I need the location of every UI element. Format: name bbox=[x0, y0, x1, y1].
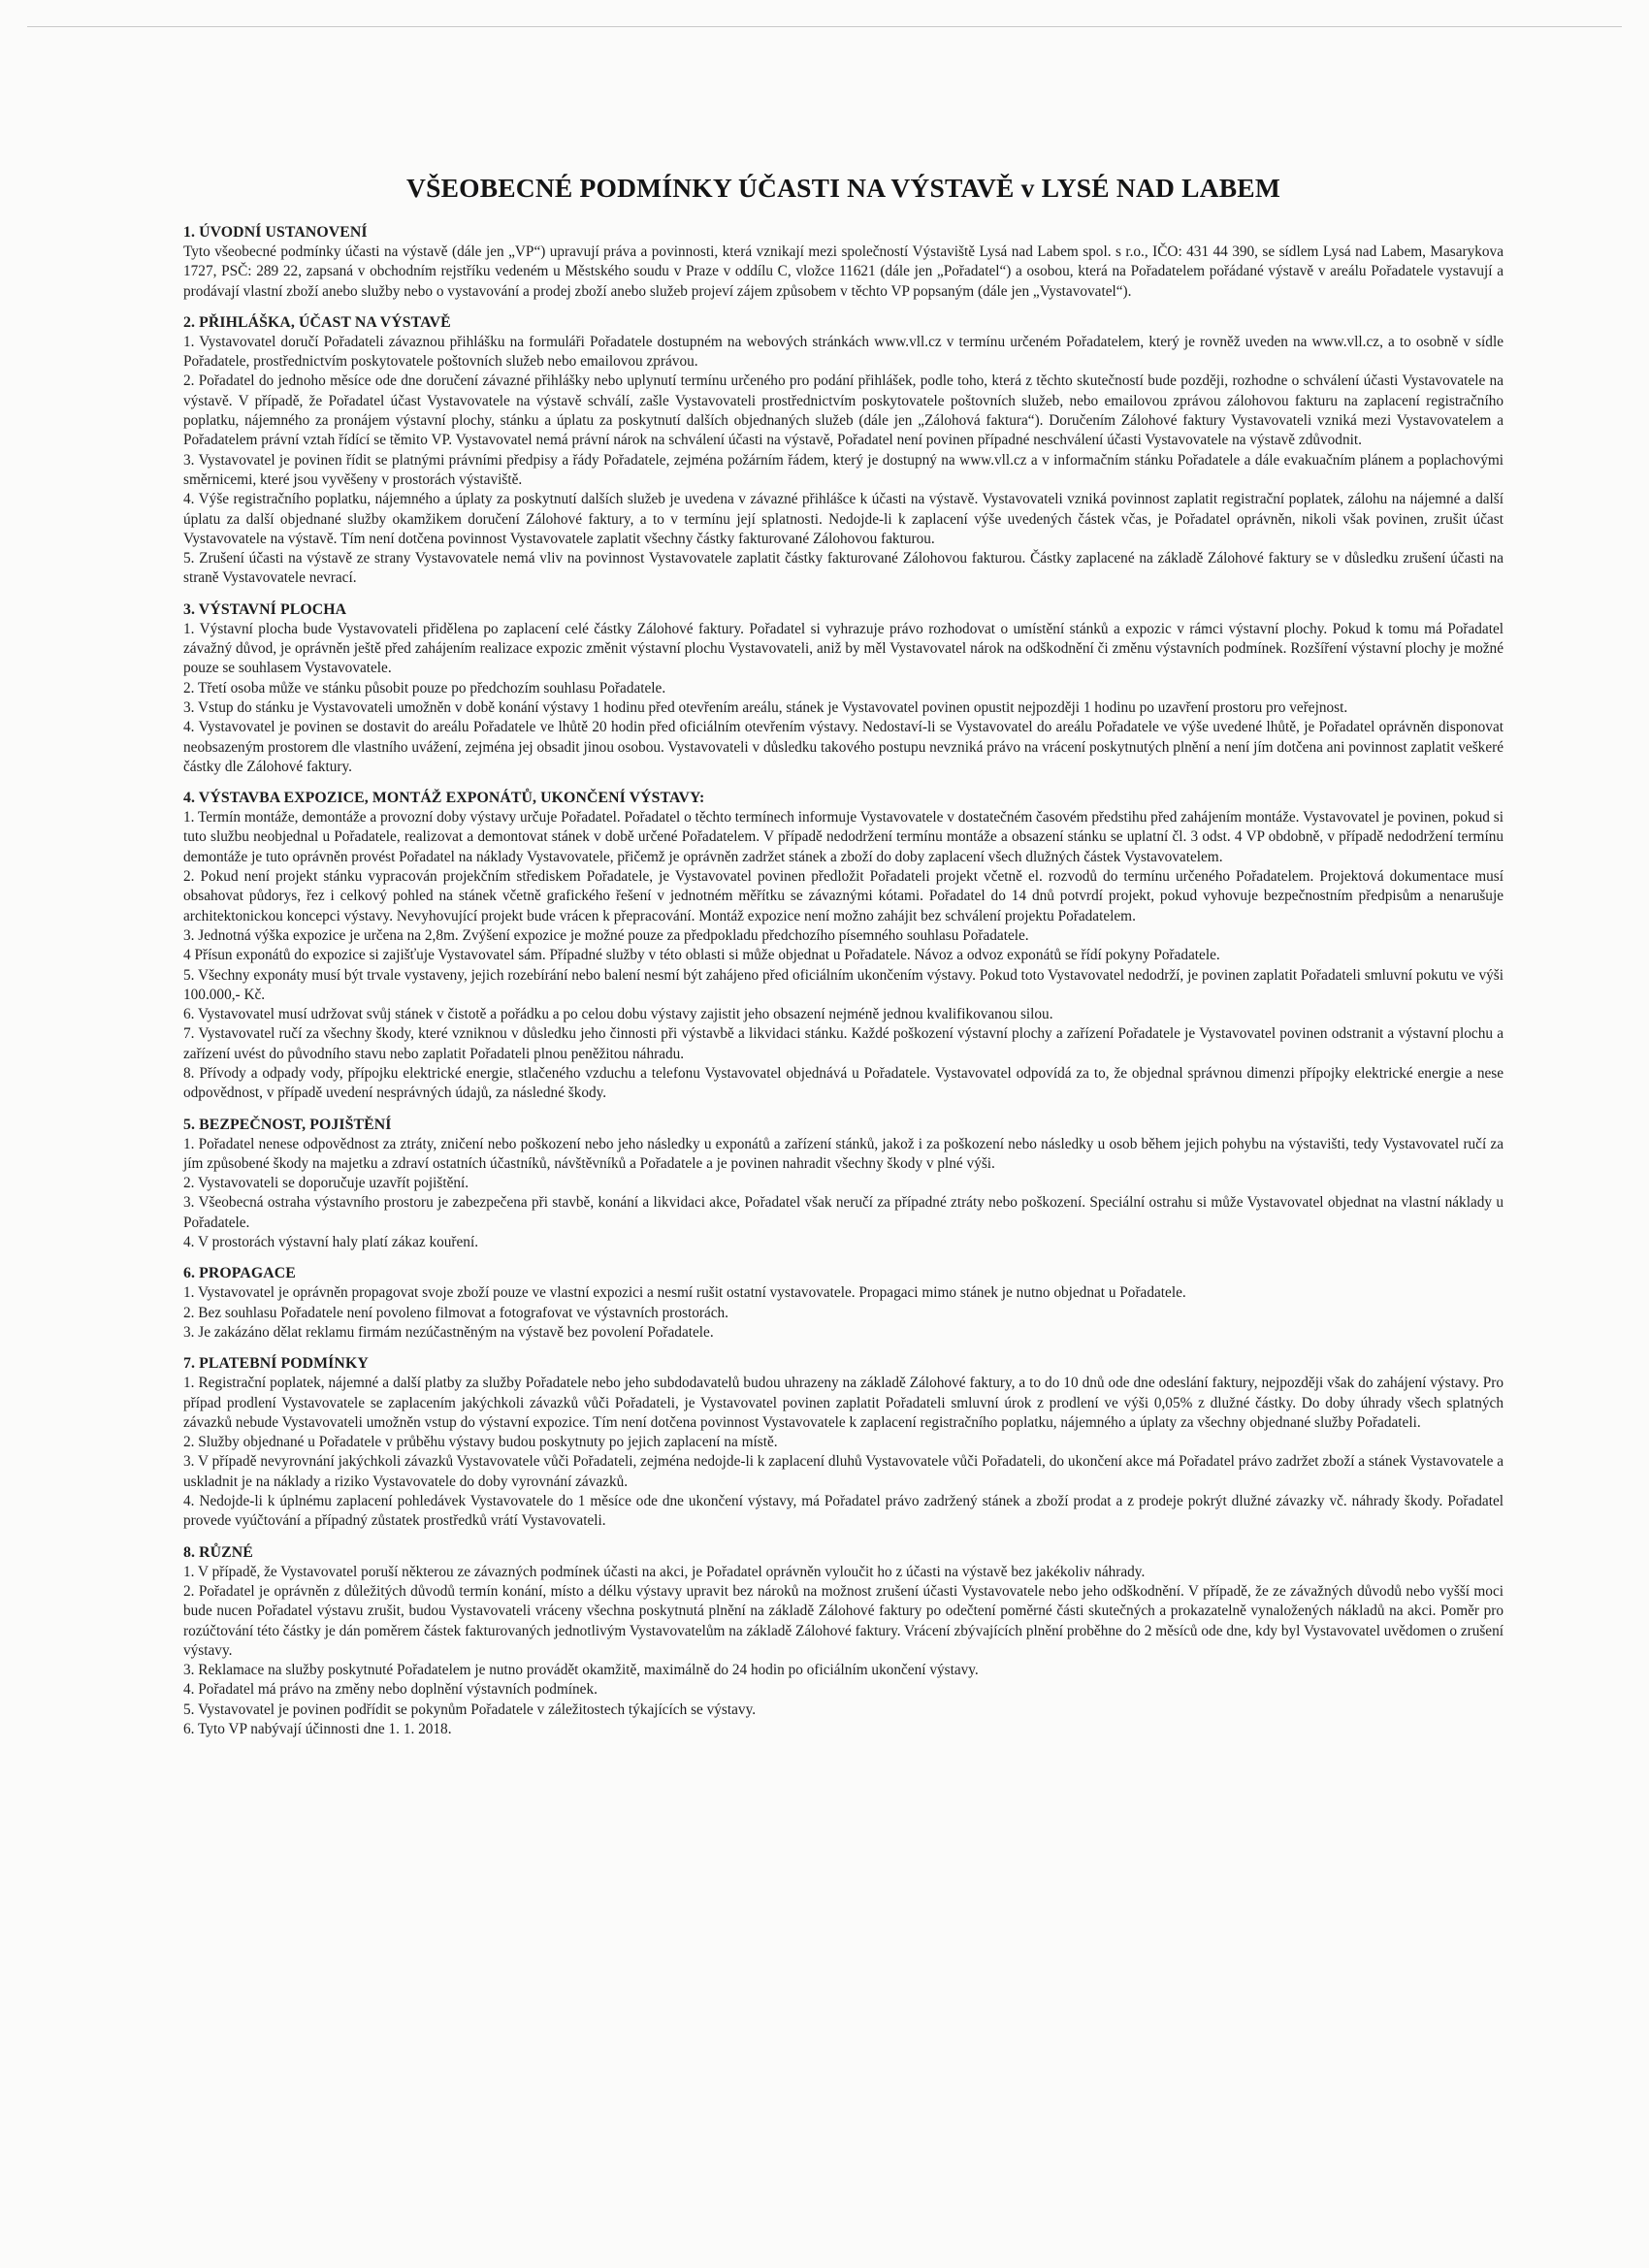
section-paragraph: Tyto všeobecné podmínky účasti na výstavě (dále jen „VP“) upravují práva a povinnosti, která vznikají mezi společností Výstaviště Lysá nad Labem spol. s r.o., IČO: 431 44 390, se sídlem Lysá nad Labem, Masarykova 1727, PSČ: 289 22, zapsaná v obchodním rejstříku vedeném u Městského soudu v Praze v oddílu C, vložce 11621 (dále jen „Pořadatel“) a osobou, která na Pořadatelem pořádané výstavě v areálu Pořadatele vystavují a prodávají vlastní zboží anebo služby nebo o vystavování a prodej zboží anebo služeb projeví zájem způsobem v těchto VP popsaným (dále jen „Vystavovatel“). bbox=[183, 243, 1504, 300]
section-paragraph: 4. V prostorách výstavní haly platí zákaz kouření. bbox=[183, 1234, 479, 1251]
sections-container bbox=[183, 223, 1504, 1739]
section-paragraph: 3. Vstup do stánku je Vystavovateli umožněn v době konání výstavy 1 hodinu před otevřením areálu, stánek je Vystavovatel povinen opustit nejpozději 1 hodinu po uzavření prostoru pro veřejnost. bbox=[183, 698, 1348, 716]
section-paragraph: 1. Registrační poplatek, nájemné a další platby za služby Pořadatele nebo jeho subdodavatelů budou uhrazeny na základě Zálohové faktury, a to do 10 dnů ode dne odeslání faktury, nejpozději však do zahájení výstavy. Pro případ prodlení Vystavovatele se zaplacením jakýchkoli závazků vůči Pořadateli, je Vystavovatel povinen zaplatit Pořadateli smluvní úrok z prodlení ve výši 0,05% z dlužné částky. Do doby úhrady všech splatných závazků nebude Vystavovateli umožněn vstup do výstavní expozice. Tím není dotčena povinnost Vystavovatele k zaplacení registračního poplatku, nájemného a úplaty za všechny objednané služby Pořadateli. bbox=[183, 1375, 1504, 1431]
section-paragraph: 6. Tyto VP nabývají účinnosti dne 1. 1. 2018. bbox=[183, 1721, 452, 1737]
section-5 bbox=[183, 1116, 1504, 1253]
section-heading: 5. BEZPEČNOST, POJIŠTĚNÍ bbox=[183, 1116, 392, 1133]
section-7 bbox=[183, 1354, 1504, 1531]
section-paragraph: 8. Přívody a odpady vody, přípojku elektrické energie, stlačeného vzduchu a telefonu Vystavovatel objednává u Pořadatele. Vystavovatel odpovídá za to, že objednal správnou dimenzi přípojky elektrické energie a nese odpovědnost, v případě uvedení nesprávných údajů, za následné škody. bbox=[183, 1064, 1504, 1102]
section-paragraph: 4. Výše registračního poplatku, nájemného a úplaty za poskytnutí dalších služeb je uvedena v závazné přihlášce k účasti na výstavě. Vystavovateli vzniká povinnost zaplatit registrační poplatek, zálohu na nájemné a další úplatu za další objednané služby okamžikem doručení Zálohové faktury, a to v termínu její splatnosti. Nedojde-li k zaplacení výše uvedených částek včas, je Pořadatel oprávněn, nikoli však povinen, zrušit účast Vystavovatele na výstavě. Tím není dotčena povinnost Vystavovatele zaplatit všechny částky fakturované Zálohovou fakturou. bbox=[183, 491, 1504, 547]
section-6 bbox=[183, 1264, 1504, 1343]
document-title: VŠEOBECNÉ PODMÍNKY ÚČASTI NA VÝSTAVĚ v LYSÉ NAD LABEM bbox=[406, 173, 1280, 203]
section-paragraph: 2. Třetí osoba může ve stánku působit pouze po předchozím souhlasu Pořadatele. bbox=[183, 679, 666, 697]
section-3 bbox=[183, 600, 1504, 777]
section-heading: 7. PLATEBNÍ PODMÍNKY bbox=[183, 1355, 369, 1373]
section-heading: 2. PŘIHLÁŠKA, ÚČAST NA VÝSTAVĚ bbox=[183, 313, 451, 331]
section-paragraph: 2. Bez souhlasu Pořadatele není povoleno filmovat a fotografovat ve výstavních prostorách. bbox=[183, 1304, 729, 1321]
section-paragraph: 3. Jednotná výška expozice je určena na 2,8m. Zvýšení expozice je možné pouze za předpokladu předchozího písemného souhlasu Pořadatele. bbox=[183, 926, 1029, 944]
section-paragraph: 5. Zrušení účasti na výstavě ze strany Vystavovatele nemá vliv na povinnost Vystavovatele zaplatit částky fakturované Zálohovou fakturou. Částky zaplacené na základě Zálohové faktury se v důsledku zrušení účasti na straně Vystavovatele nevrací. bbox=[183, 550, 1504, 587]
section-paragraph: 4. Vystavovatel je povinen se dostavit do areálu Pořadatele ve lhůtě 20 hodin před oficiálním otevřením výstavy. Nedostaví-li se Vystavovatel do areálu Pořadatele ve výše uvedené lhůtě, je Pořadatel oprávněn disponovat neobsazeným prostorem dle vlastního uvážení, zejména jej obsadit jinou osobou. Vystavovateli v důsledku takového postupu nevzniká právo na vrácení poskytnutých plnění a není jím dotčena ani povinnost zaplatit veškeré částky dle Zálohové faktury. bbox=[183, 719, 1504, 775]
section-paragraph: 1. Výstavní plocha bude Vystavovateli přidělena po zaplacení celé částky Zálohové faktury. Pořadatel si vyhrazuje právo rozhodovat o umístění stánků a expozic v rámci výstavní plochy. Pokud k tomu má Pořadatel závažný důvod, je oprávněn ještě před zahájením realizace expozic změnit výstavní plochu Vystavovateli, aniž by měl Vystavovatel nárok na odškodnění či změnu výstavních podmínek. Rozšíření výstavní plochy je možné pouze se souhlasem Vystavovatele. bbox=[183, 620, 1504, 677]
section-paragraph: 1. Termín montáže, demontáže a provozní doby výstavy určuje Pořadatel. Pořadatel o těchto termínech informuje Vystavovatele v dostatečném časovém předstihu před zahájením montáže. Vystavovatel je povinen, pokud si tuto službu neobjednal u Pořadatele, realizovat a demontovat stánek v době určené Pořadatelem. V případě nedodržení termínu montáže a obsazení stánku se uplatní čl. 3 odst. 4 VP obdobně, v případě nedodržení termínu demontáže je tuto oprávněn provést Pořadatel na náklady Vystavovatele, přičemž je oprávněn zadržet stánek a zboží do doby zaplacení všech dlužných částek Vystavovatelem. bbox=[183, 809, 1504, 865]
section-1 bbox=[183, 223, 1504, 302]
section-4 bbox=[183, 789, 1504, 1103]
section-paragraph: 4. Pořadatel má právo na změny nebo doplnění výstavních podmínek. bbox=[183, 1681, 598, 1699]
section-paragraph: 1. Pořadatel nenese odpovědnost za ztráty, zničení nebo poškození nebo jeho následky u exponátů a zařízení stánků, jakož i za poškození nebo následky u osob během jejich pohybu na výstavišti, tedy Vystavovatel ručí za jím způsobené škody na majetku a zdraví ostatních účastníků, návštěvníků a Pořadatele a je povinen nahradit všechny škody v plné výši. bbox=[183, 1135, 1504, 1172]
section-paragraph: 3. Všeobecná ostraha výstavního prostoru je zabezpečena při stavbě, konání a likvidaci akce, Pořadatel však neručí za případné ztráty nebo poškození. Speciální ostrahu si může Vystavovatel objednat na vlastní náklady u Pořadatele. bbox=[183, 1194, 1504, 1231]
section-paragraph: 3. V případě nevyrovnání jakýchkoli závazků Vystavovatele vůči Pořadateli, zejména nedojde-li k zaplacení dluhů Vystavovatele vůči Pořadateli, do ukončení akce má Pořadatel právo zadržet zboží a stánek Vystavovatele a uskladnit je na náklady a riziko Vystavovatele do doby vyrovnání závazků. bbox=[183, 1453, 1504, 1490]
section-paragraph: 5. Vystavovatel je povinen podřídit se pokynům Pořadatele v záležitostech týkajících se výstavy. bbox=[183, 1701, 757, 1718]
section-paragraph: 3. Reklamace na služby poskytnuté Pořadatelem je nutno provádět okamžitě, maximálně do 24 hodin po oficiálním ukončení výstavy. bbox=[183, 1662, 979, 1679]
section-paragraph: 1. Vystavovatel je oprávněn propagovat svoje zboží pouze ve vlastní expozici a nesmí rušit ostatní vystavovatele. Propagaci mimo stánek je nutno objednat u Pořadatele. bbox=[183, 1284, 1186, 1302]
section-8 bbox=[183, 1543, 1504, 1740]
section-paragraph: 2. Vystavovateli se doporučuje uzavřít pojištění. bbox=[183, 1175, 469, 1192]
section-paragraph: 3. Je zakázáno dělat reklamu firmám nezúčastněným na výstavě bez povolení Pořadatele. bbox=[183, 1323, 714, 1341]
section-paragraph: 1. V případě, že Vystavovatel poruší některou ze závazných podmínek účasti na akci, je Pořadatel oprávněn vyloučit ho z účasti na výstavě bez jakékoliv náhrady. bbox=[183, 1563, 1146, 1580]
section-paragraph: 2. Služby objednané u Pořadatele v průběhu výstavy budou poskytnuty po jejich zaplacení na místě. bbox=[183, 1434, 778, 1451]
section-paragraph: 2. Pořadatel je oprávněn z důležitých důvodů termín konání, místo a délku výstavy upravit bez nároků na možnost zrušení účasti Vystavovatele nebo jeho odškodnění. V případě, že ze závažných důvodů nebo vyšší moci bude nucen Pořadatel výstavu zrušit, budou Vystavovateli vráceny všechna poskytnutá plnění na základě Zálohové faktury po odečtení poměrné části skutečných a prokazatelně vynaložených nákladů na akci. Poměr pro rozúčtování této částky je dán poměrem částek fakturovaných jednotlivým Vystavovatelům na základě Zálohové faktury. Vrácení zbývajících plnění proběhne do 2 měsíců ode dne, kdy byl Vystavovatel uvědomen o zrušení výstavy. bbox=[183, 1582, 1504, 1659]
section-paragraph: 2. Pořadatel do jednoho měsíce ode dne doručení závazné přihlášky nebo uplynutí termínu určeného pro podání přihlášek, podle toho, která z těchto skutečností bude později, rozhodne o schválení účasti Vystavovatele na výstavě. V případě, že Pořadatel účast Vystavovatele na výstavě schválí, zašle Vystavovateli prostřednictvím poskytovatele poštovních služeb, nebo emailovou zprávou zálohovou fakturu na zaplacení registračního poplatku, nájemného za pronájem výstavní plochy, stánku a úplatu za poskytnutí dalších objednaných služeb (dále jen „Zálohová faktura“). Doručením Zálohové faktury Vystavovateli vzniká mezi Vystavovatelem a Pořadatelem právní vztah řídící se těmito VP. Vystavovatel nemá právní nárok na schválení účasti na výstavě, Pořadatel není povinen případné neschválení účasti Vystavovatele na výstavě zdůvodnit. bbox=[183, 373, 1504, 449]
section-paragraph: 6. Vystavovatel musí udržovat svůj stánek v čistotě a pořádku a po celou dobu výstavy zajistit jeho obsazení nejméně jednou kvalifikovanou silou. bbox=[183, 1006, 1053, 1023]
section-2 bbox=[183, 313, 1504, 589]
section-paragraph: 4. Nedojde-li k úplnému zaplacení pohledávek Vystavovatele do 1 měsíce ode dne ukončení výstavy, má Pořadatel právo zadržený stánek a zboží prodat a z prodeje pokrýt dlužné závazky vč. náhrady škody. Pořadatel provede vyúčtování a případný zůstatek prostředků vrátí Vystavovateli. bbox=[183, 1493, 1504, 1530]
document-page bbox=[183, 173, 1504, 1751]
section-heading: 6. PROPAGACE bbox=[183, 1265, 296, 1282]
section-heading: 8. RŮZNÉ bbox=[183, 1543, 253, 1561]
section-heading: 1. ÚVODNÍ USTANOVENÍ bbox=[183, 224, 368, 241]
scan-top-edge-line bbox=[27, 26, 1622, 27]
section-paragraph: 7. Vystavovatel ručí za všechny škody, které vzniknou v důsledku jeho činnosti při výstavbě a likvidaci stánku. Každé poškození výstavní plochy a zařízení Pořadatele je Vystavovatel povinen odstranit a výstavní plochu a zařízení uvést do původního stavu nebo zaplatit Pořadateli plnou peněžitou náhradu. bbox=[183, 1025, 1504, 1062]
section-paragraph: 4 Přísun exponátů do expozice si zajišťuje Vystavovatel sám. Případné služby v této oblasti si může objednat u Pořadatele. Návoz a odvoz exponátů se řídí pokyny Pořadatele. bbox=[183, 947, 1220, 964]
section-paragraph: 3. Vystavovatel je povinen řídit se platnými právními předpisy a řády Pořadatele, zejména požárním řádem, který je dostupný na www.vll.cz a v informačním stánku Pořadatele a dále evakuačním plánem a poplachovými směrnicemi, které jsou vyvěšeny v prostorách výstaviště. bbox=[183, 451, 1504, 488]
section-heading: 4. VÝSTAVBA EXPOZICE, MONTÁŽ EXPONÁTŮ, UKONČENÍ VÝSTAVY: bbox=[183, 790, 705, 807]
section-heading: 3. VÝSTAVNÍ PLOCHA bbox=[183, 600, 347, 618]
section-paragraph: 1. Vystavovatel doručí Pořadateli závaznou přihlášku na formuláři Pořadatele dostupném na webových stránkách www.vll.cz v termínu určeném Pořadatelem, který je rovněž uveden na www.vll.cz, a to osobně v sídle Pořadatele, prostřednictvím poskytovatele poštovních služeb nebo emailovou zprávou. bbox=[183, 333, 1504, 371]
section-paragraph: 5. Všechny exponáty musí být trvale vystaveny, jejich rozebírání nebo balení nesmí být zahájeno před oficiálním ukončením výstavy. Pokud toto Vystavovatel nedodrží, je povinen zaplatit Pořadateli smluvní pokutu ve výši 100.000,- Kč. bbox=[183, 966, 1504, 1003]
section-paragraph: 2. Pokud není projekt stánku vypracován projekčním střediskem Pořadatele, je Vystavovatel povinen předložit Pořadateli projekt včetně el. rozvodů do termínu určeného Pořadatelem. Projektová dokumentace musí obsahovat půdorys, řez i celkový pohled na stánek včetně grafického řešení v jednotném měřítku se závaznými kótami. Pořadatel do 14 dnů potvrdí projekt, pokud vyhovuje bezpečnostním předpisům a nenarušuje architektonickou koncepci výstavy. Nevyhovující projekt bude vrácen k přepracování. Montáž expozice není možno zahájit bez schválení projektu Pořadatelem. bbox=[183, 868, 1504, 924]
